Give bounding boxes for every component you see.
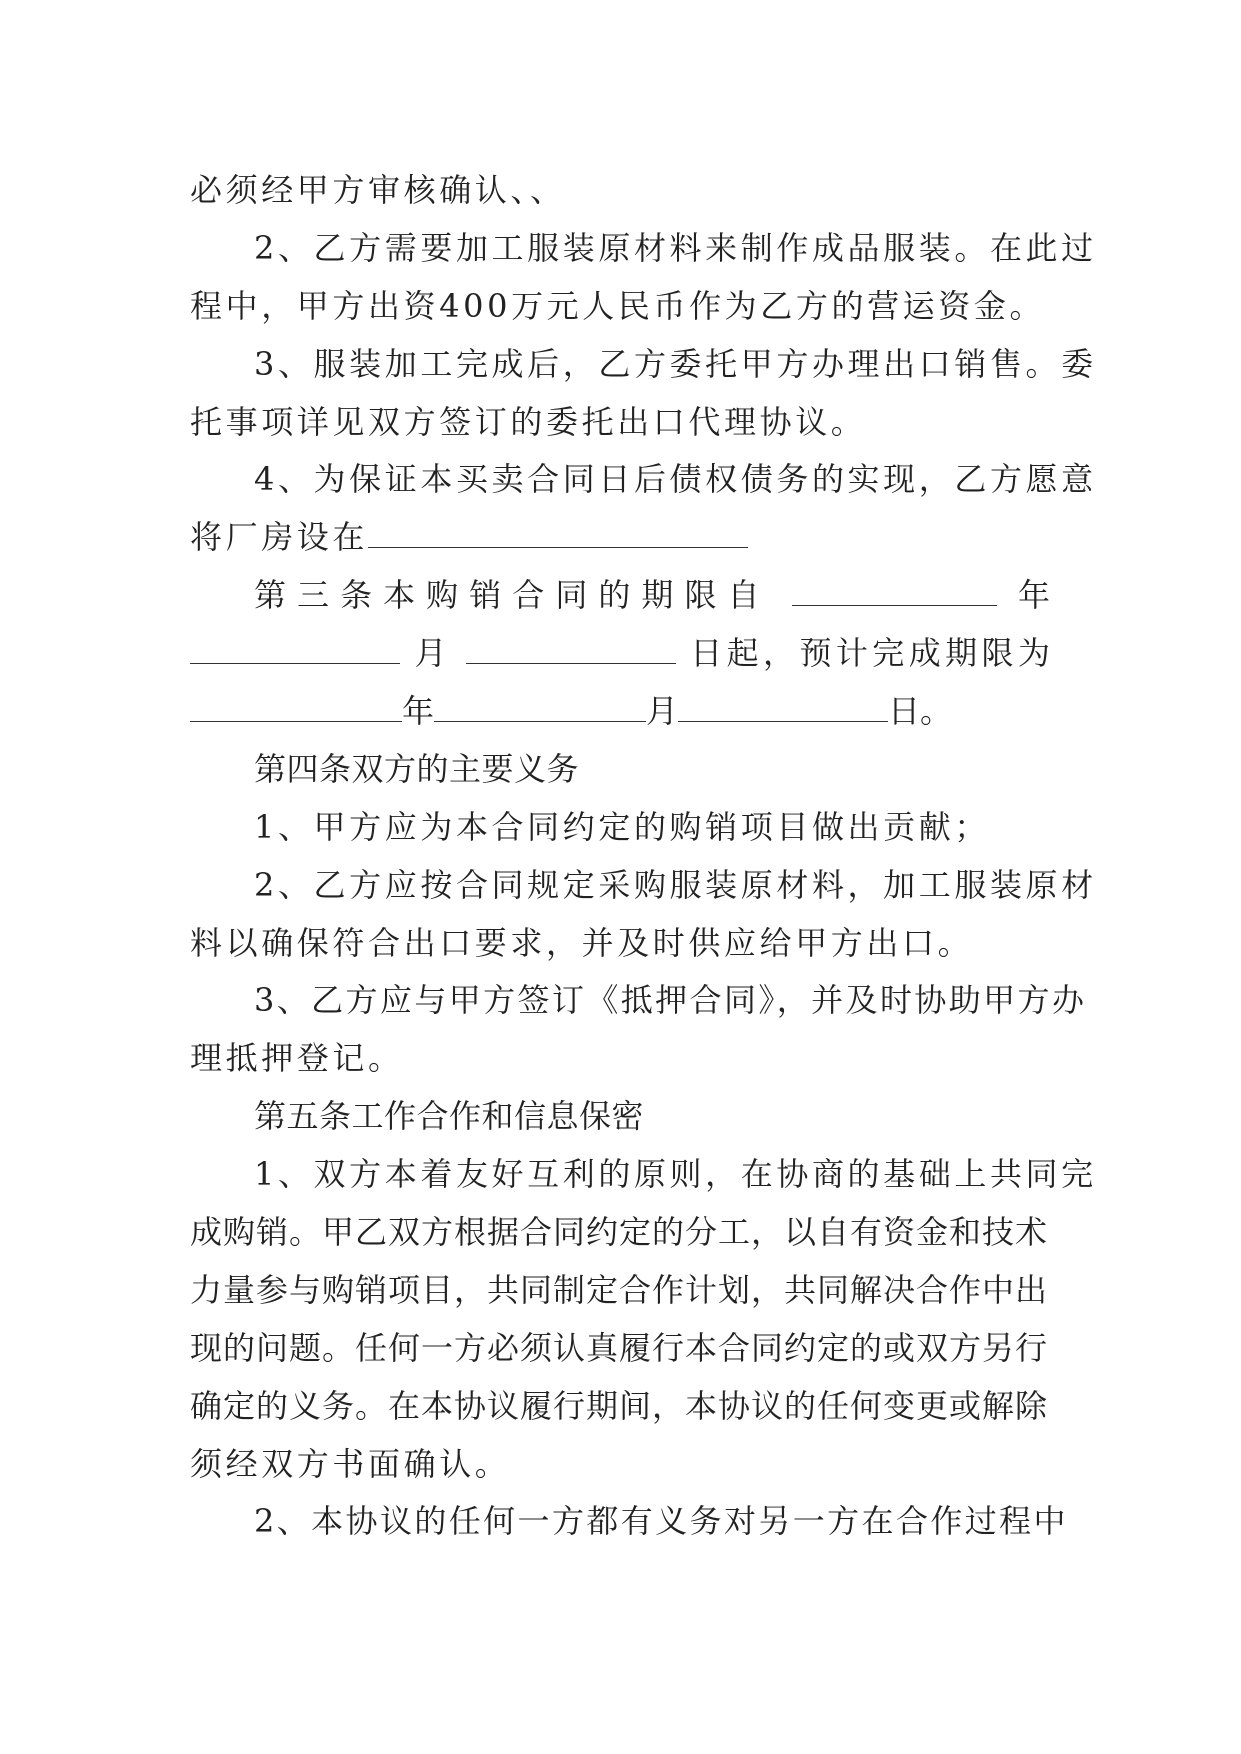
article-three-line-3 [190,683,1050,741]
end-day-blank[interactable] [678,699,888,722]
end-year-label: 年 [402,692,435,731]
start-month-blank[interactable] [190,641,400,664]
factory-location-label: 将厂房设在 [190,518,369,557]
article-three-line-1 [190,567,1050,625]
start-day-label: 日起，预计完成期限为 [690,634,1050,673]
paragraph-line: 托事项详见双方签订的委托出口代理协议。 [190,402,867,441]
paragraph-line: 现的问题。任何一方必须认真履行本合同约定的或双方另行 [190,1328,1049,1367]
paragraph-line: 必须经甲方审核确认、、 [190,171,566,209]
paragraph-line: 理抵押登记。 [190,1039,404,1078]
paragraph-line [190,509,1050,567]
paragraph-line: 料以确保符合出口要求，并及时供应给甲方出口。 [190,923,974,962]
start-year-blank[interactable] [792,583,997,606]
paragraph-line: 3、乙方应与甲方签订《抵押合同》，并及时协助甲方办 [254,981,1087,1020]
paragraph-line: 程中，甲方出资400万元人民币作为乙方的营运资金。 [190,286,1046,325]
end-day-label: 日。 [888,692,953,731]
end-month-blank[interactable] [434,699,646,722]
paragraph-line: 2、乙方需要加工服装原材料来制作成品服装。在此过 [254,228,1097,267]
end-year-blank[interactable] [190,699,402,722]
paragraph-line: 须经双方书面确认。 [190,1444,511,1483]
start-year-label: 年 [1017,576,1050,615]
start-day-blank[interactable] [466,641,676,664]
start-month-label: 月 [414,634,452,673]
paragraph-line: 确定的义务。在本协议履行期间，本协议的任何变更或解除 [190,1386,1049,1425]
document-body [190,162,1097,1551]
paragraph-line: 3、服装加工完成后，乙方委托甲方办理出口销售。委 [254,344,1097,383]
paragraph-line: 2、本协议的任何一方都有义务对另一方在合作过程中 [254,1502,1068,1541]
paragraph-line: 力量参与购销项目，共同制定合作计划，共同解决合作中出 [190,1270,1049,1309]
end-month-label: 月 [646,692,679,731]
article-four-heading: 第四条双方的主要义务 [254,749,580,788]
factory-location-blank[interactable] [368,525,748,548]
paragraph-line: 2、乙方应按合同规定采购服装原材料，加工服装原材 [254,865,1097,904]
paragraph-line: 4、为保证本买卖合同日后债权债务的实现，乙方愿意 [254,460,1097,499]
article-five-heading: 第五条工作合作和信息保密 [254,1097,645,1136]
paragraph-line: 1、双方本着友好互利的原则，在协商的基础上共同完 [254,1155,1097,1194]
paragraph-line: 1、甲方应为本合同约定的购销项目做出贡献； [254,807,990,846]
paragraph-line: 成购销。甲乙双方根据合同约定的分工，以自有资金和技术 [190,1213,1049,1252]
article-three-line-2 [190,625,1050,683]
article-three-heading: 第三条本购销合同的期限自 [254,576,771,615]
